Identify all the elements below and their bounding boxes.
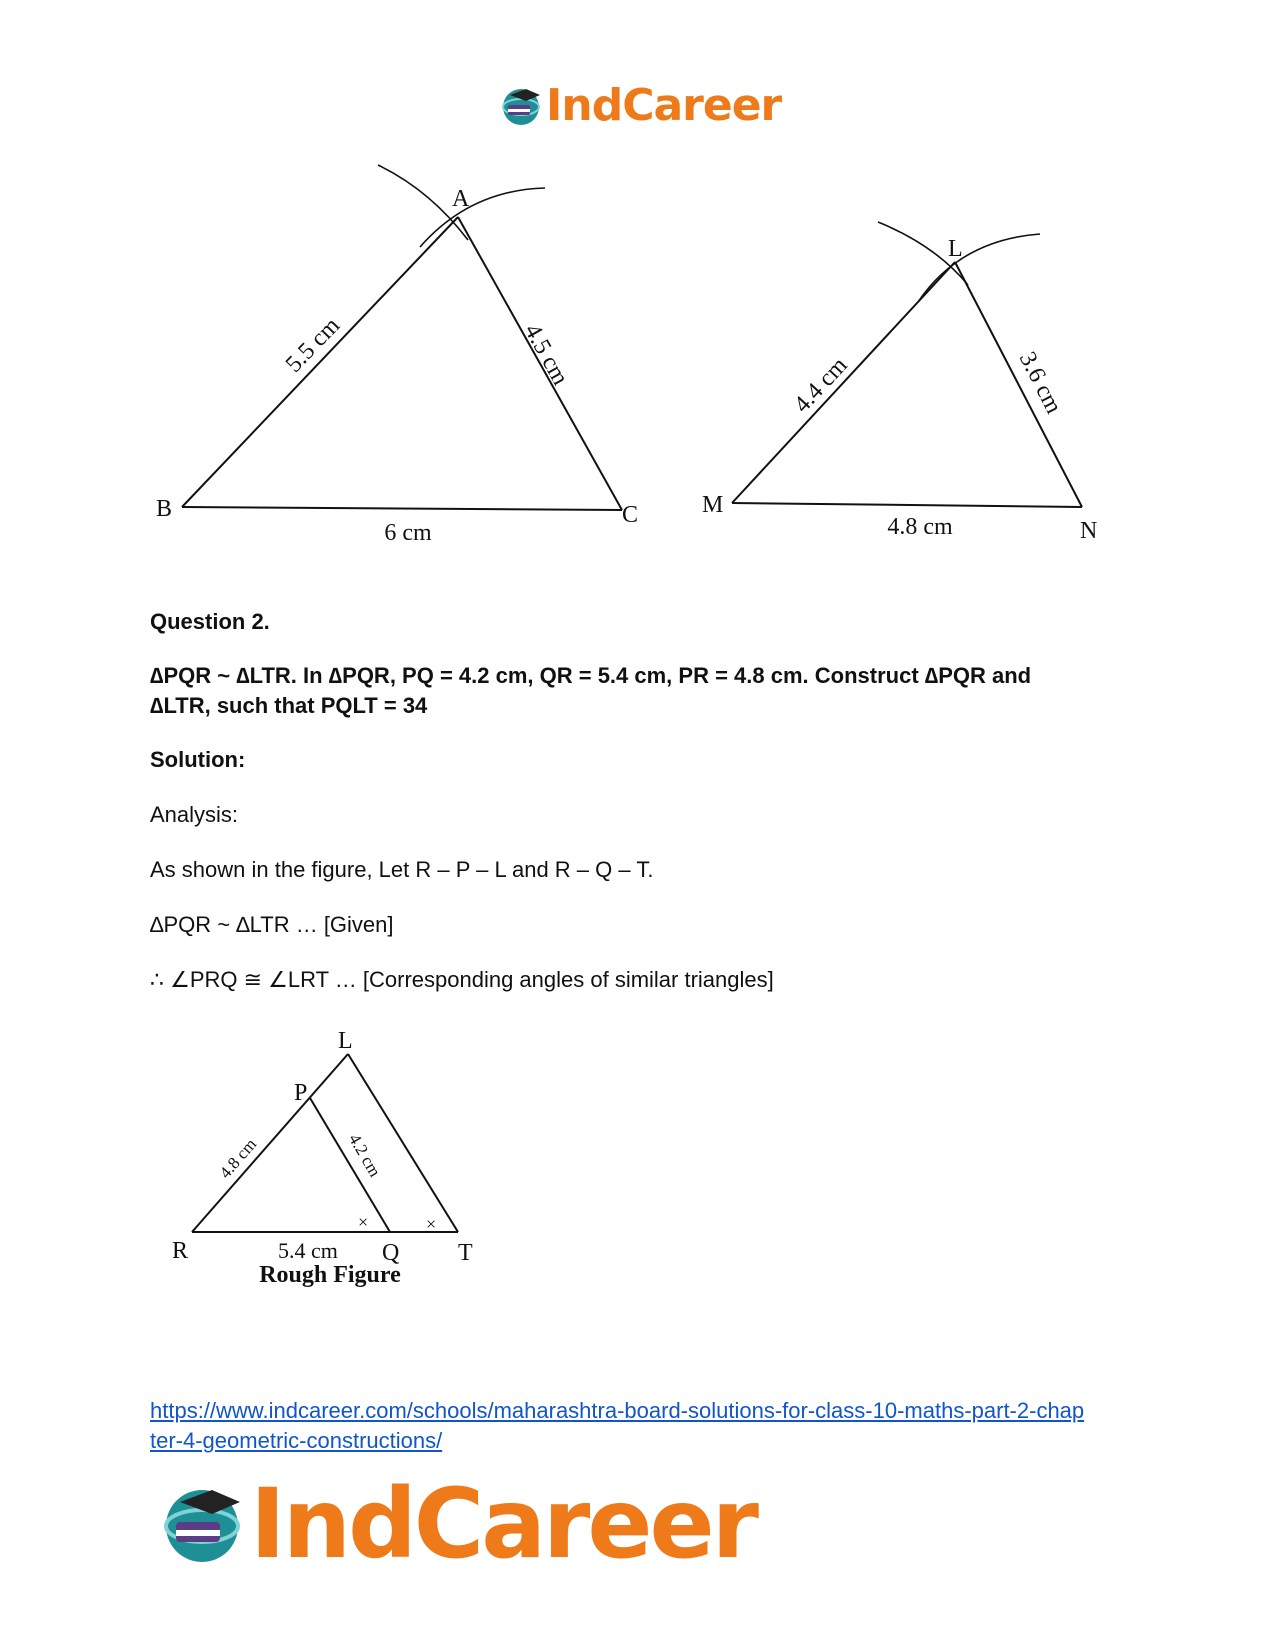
footer-logo xyxy=(160,1468,756,1580)
side-bc-label: 6 cm xyxy=(384,520,432,546)
rough-vertex-q: Q xyxy=(382,1240,400,1266)
vertex-m: M xyxy=(702,492,724,518)
side-ab-label: 5.5 cm xyxy=(280,312,346,378)
rough-vertex-t: T xyxy=(458,1240,473,1266)
vertex-a: A xyxy=(452,186,470,212)
globe-cap-icon xyxy=(500,85,542,127)
rough-vertex-p: P xyxy=(294,1080,308,1106)
logo-text: IndCareer xyxy=(250,1468,756,1580)
vertex-c: C xyxy=(622,502,639,528)
solution-line3: ∴ ∠PRQ ≅ ∠LRT … [Corresponding angles of similar triangles] xyxy=(150,967,774,992)
side-mn-label: 4.8 cm xyxy=(887,514,953,540)
rough-side-pq-label: 4.2 cm xyxy=(344,1130,385,1181)
triangle-lmn xyxy=(702,222,1097,544)
question-text-line2: ∆LTR, such that PQLT = 34 xyxy=(150,693,428,718)
solution-line2: ∆PQR ~ ∆LTR … [Given] xyxy=(150,912,394,937)
logo-text: IndCareer xyxy=(546,80,782,131)
rough-figure-caption: Rough Figure xyxy=(259,1262,401,1288)
side-ln-label: 3.6 cm xyxy=(1013,347,1067,418)
source-link-line1[interactable]: https://www.indcareer.com/schools/maharashtra-board-solutions-for-class-10-maths-part-2-chap xyxy=(150,1398,1085,1423)
vertex-l: L xyxy=(948,236,963,262)
source-link[interactable] xyxy=(150,1396,1140,1456)
rough-vertex-l: L xyxy=(338,1028,353,1054)
side-ac-label: 4.5 cm xyxy=(518,319,574,390)
figure-triangles-abc-lmn xyxy=(0,150,1275,550)
rough-side-pr-label: 4.8 cm xyxy=(215,1134,261,1183)
vertex-n: N xyxy=(1080,518,1098,544)
angle-mark-t: × xyxy=(426,1214,437,1234)
rough-side-rq-label: 5.4 cm xyxy=(278,1238,338,1263)
angle-mark-q: × xyxy=(358,1212,369,1232)
header-logo xyxy=(500,80,781,131)
triangle-abc xyxy=(156,165,638,546)
question-text-line1: ∆PQR ~ ∆LTR. In ∆PQR, PQ = 4.2 cm, QR = 5.4 cm, PR = 4.8 cm. Construct ∆PQR and xyxy=(150,663,1032,688)
rough-figure xyxy=(150,1020,510,1310)
globe-cap-icon xyxy=(160,1482,244,1566)
source-link-line2[interactable]: ter-4-geometric-constructions/ xyxy=(150,1428,443,1453)
question-heading: Question 2. xyxy=(150,609,270,634)
solution-line1: As shown in the figure, Let R – P – L and R – Q – T. xyxy=(150,857,654,882)
rough-vertex-r: R xyxy=(172,1238,189,1264)
vertex-b: B xyxy=(156,496,173,522)
solution-heading: Solution: xyxy=(150,747,246,772)
side-lm-label: 4.4 cm xyxy=(789,352,853,418)
analysis-label: Analysis: xyxy=(150,802,239,827)
